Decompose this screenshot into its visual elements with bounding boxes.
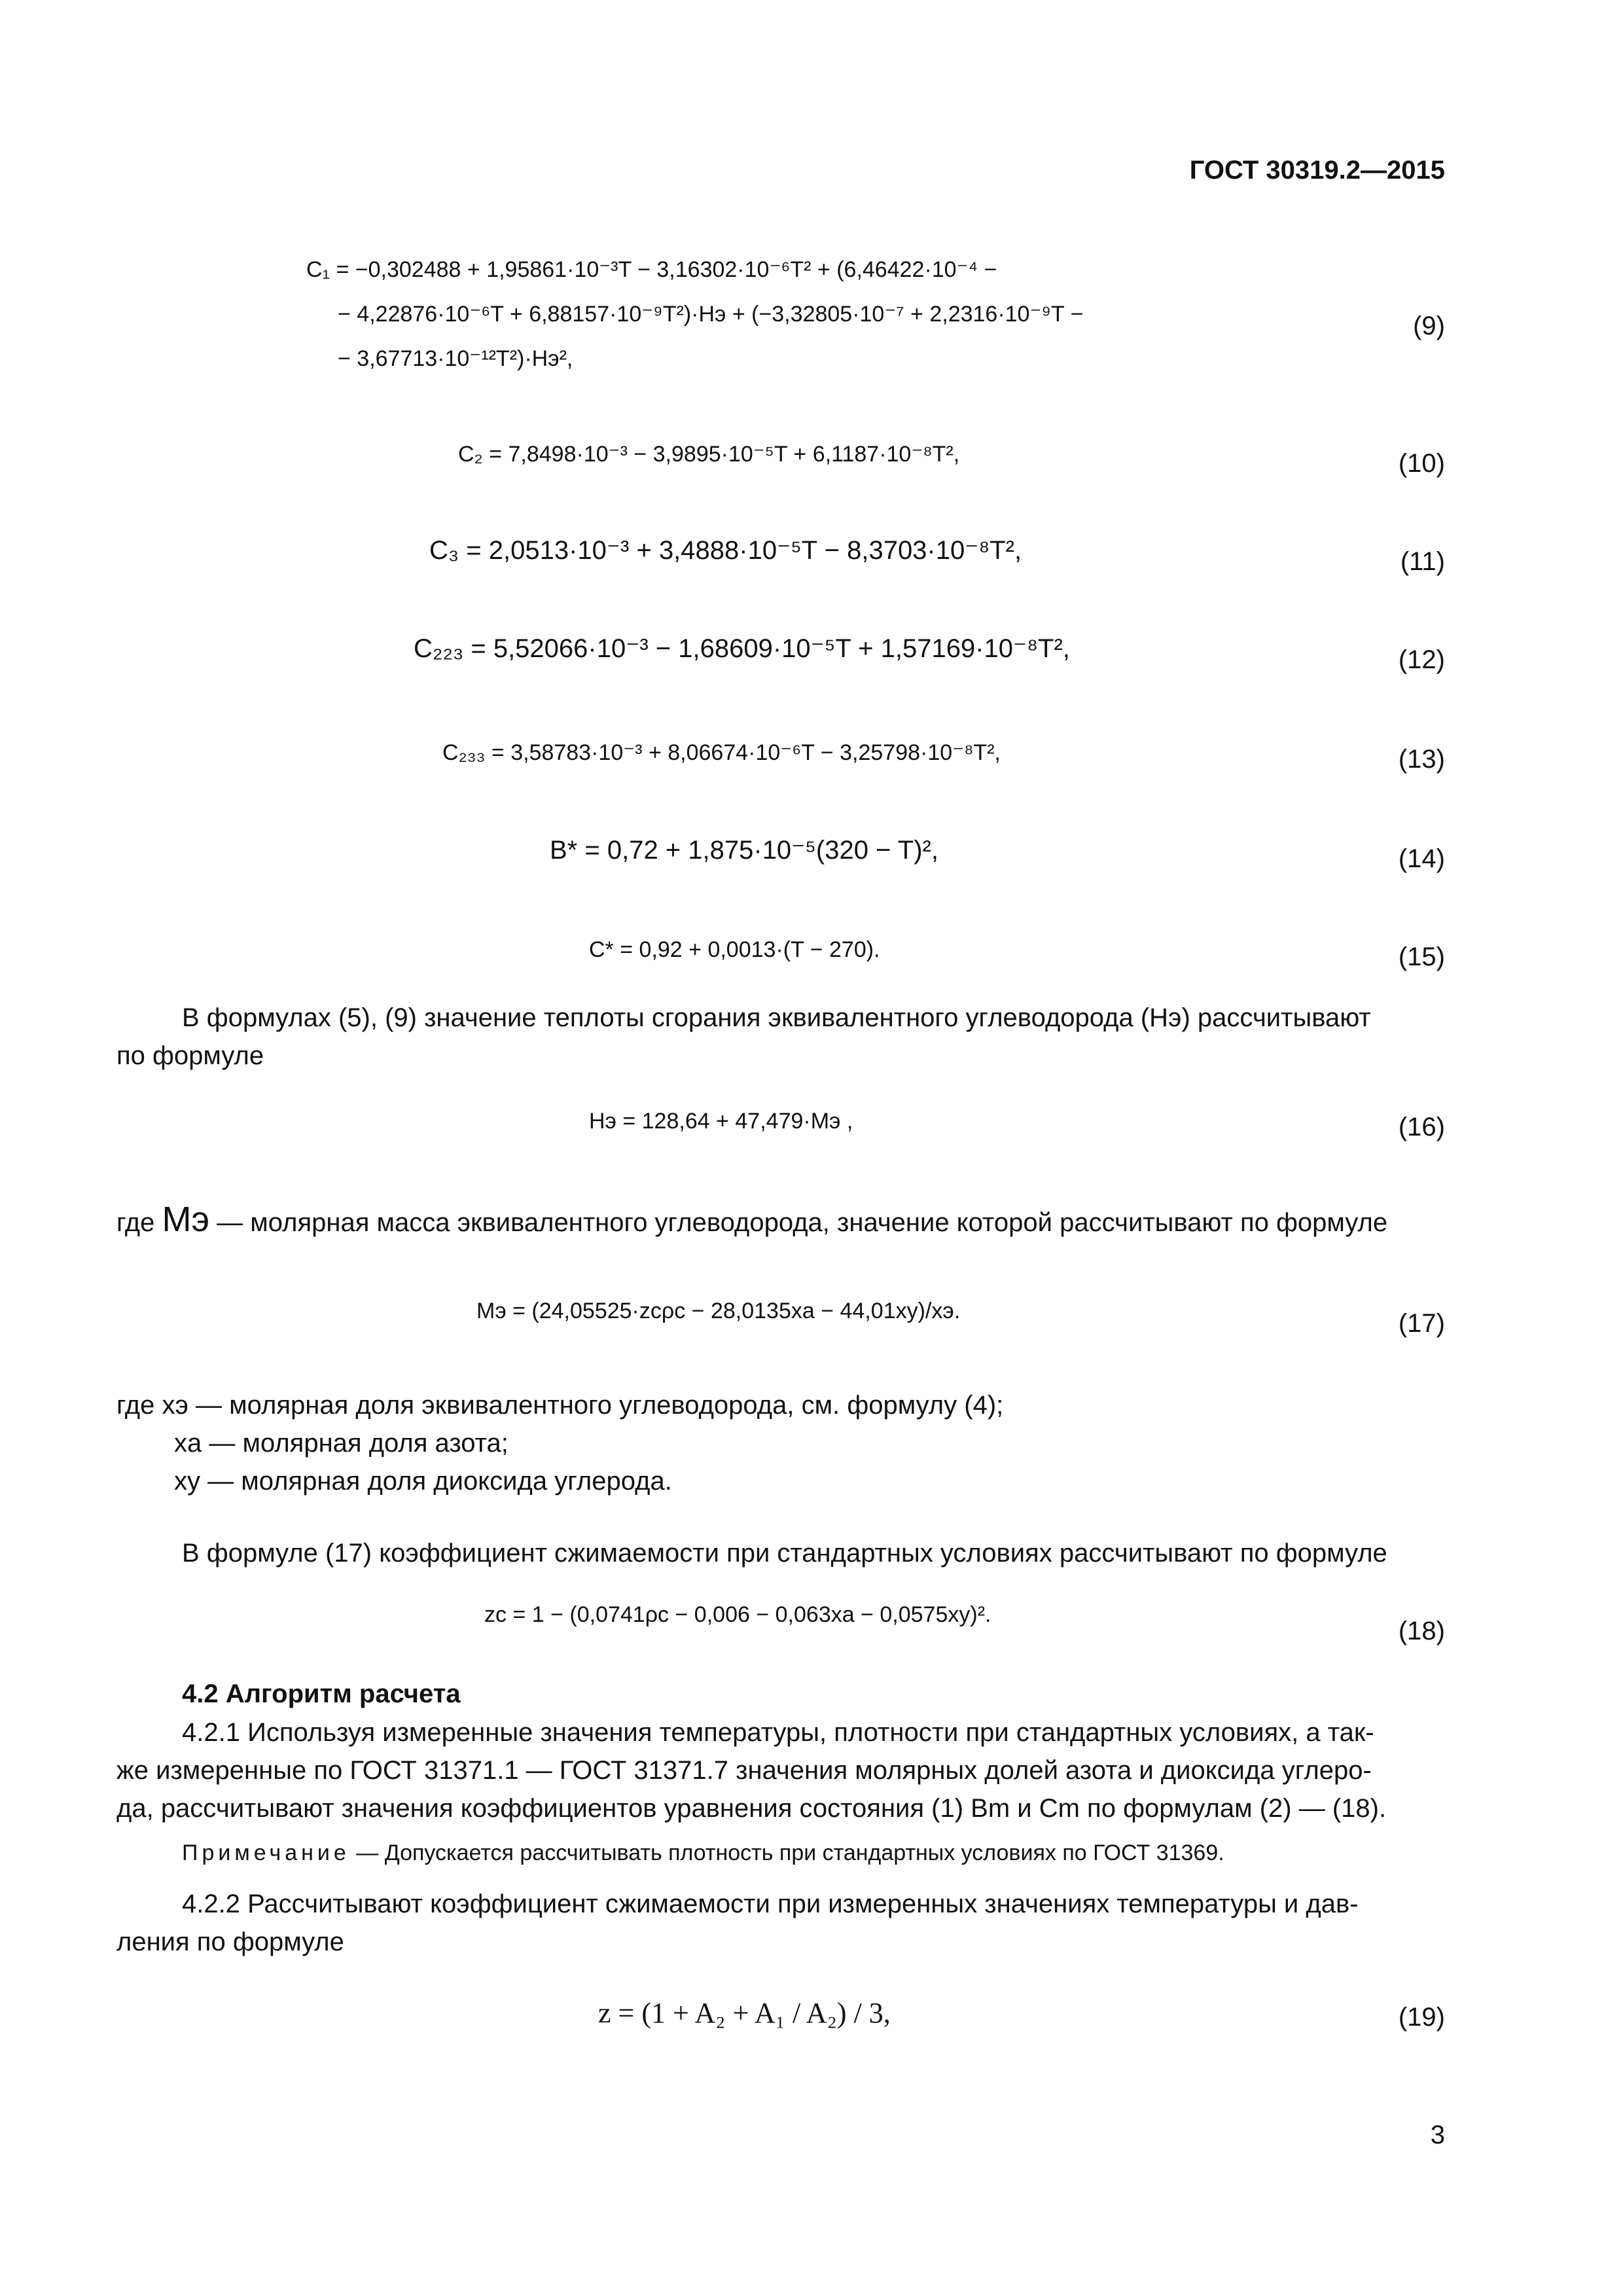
where-molar-mass-text: — молярная масса эквивалентного углеводорода, значение которой рассчитывают по формуле	[209, 1208, 1388, 1237]
section-heading: 4.2 Алгоритм расчета	[182, 1679, 461, 1708]
document-header: ГОСТ 30319.2—2015	[1189, 156, 1445, 185]
where-prefix: где	[116, 1208, 162, 1237]
formula-19: z = (1 + A₂ + A₁ / A₂) / 3,	[598, 1997, 891, 2029]
note-label: Примечание	[182, 1840, 350, 1865]
formula-18: zc = 1 − (0,0741ρc − 0,006 − 0,063xa − 0,0575xy)².	[484, 1602, 991, 1627]
formula-17: Mэ = (24,05525·zcρc − 28,0135xa − 44,01xy)/xэ.	[476, 1299, 961, 1323]
formula-10: C₂ = 7,8498·10⁻³ − 3,9895·10⁻⁵T + 6,1187·10⁻⁸T²,	[458, 442, 960, 467]
formula-15-number: (15)	[1398, 942, 1445, 971]
formula-17-number: (17)	[1398, 1309, 1445, 1338]
formula-13-number: (13)	[1398, 745, 1445, 774]
where-x-equivalent: где xэ — молярная доля эквивалентного углеводорода, см. формулу (4);	[116, 1391, 1004, 1420]
where-molar-mass	[116, 1200, 1387, 1242]
formula-11: C₃ = 2,0513·10⁻³ + 3,4888·10⁻⁵T − 8,3703·10⁻⁸T²,	[429, 536, 1022, 565]
formula-11-number: (11)	[1400, 547, 1445, 576]
paragraph-4-2-1-line-3: да, рассчитывают значения коэффициентов уравнения состояния (1) Bm и Cm по формулам (2) — (18).	[116, 1794, 1387, 1823]
formula-10-number: (10)	[1398, 449, 1445, 478]
formula-18-number: (18)	[1398, 1617, 1445, 1645]
formula-16-number: (16)	[1398, 1113, 1445, 1141]
formula-12-number: (12)	[1398, 645, 1445, 674]
paragraph-compressibility: В формуле (17) коэффициент сжимаемости при стандартных условиях рассчитывают по формуле	[182, 1539, 1387, 1568]
molar-mass-symbol: Mэ	[162, 1200, 210, 1239]
formula-19-number: (19)	[1398, 2003, 1445, 2032]
where-x-nitrogen: xa — молярная доля азота;	[174, 1429, 508, 1458]
formula-9-line-1: C₁ = −0,302488 + 1,95861·10⁻³T − 3,16302·10⁻⁶T² + (6,46422·10⁻⁴ −	[306, 257, 997, 282]
formula-14-number: (14)	[1398, 844, 1445, 873]
formula-9-number: (9)	[1413, 312, 1445, 340]
formula-13: C₂₃₃ = 3,58783·10⁻³ + 8,06674·10⁻⁶T − 3,25798·10⁻⁸T²,	[442, 740, 1001, 765]
paragraph-4-2-1-line-2: же измеренные по ГОСТ 31371.1 — ГОСТ 31371.7 значения молярных долей азота и диоксида углеро-	[116, 1756, 1372, 1785]
formula-14: B* = 0,72 + 1,875·10⁻⁵(320 − T)²,	[550, 836, 938, 865]
formula-16: Hэ = 128,64 + 47,479·Mэ ,	[589, 1109, 853, 1134]
note	[182, 1840, 1224, 1866]
paragraph-4-2-2-line-2: ления по формуле	[116, 1928, 344, 1956]
page-number: 3	[1430, 2121, 1445, 2149]
note-text: — Допускается рассчитывать плотность при стандартных условиях по ГОСТ 31369.	[349, 1840, 1224, 1865]
formula-12: C₂₂₃ = 5,52066·10⁻³ − 1,68609·10⁻⁵T + 1,57169·10⁻⁸T²,	[414, 634, 1070, 663]
where-x-carbon-dioxide: xy — молярная доля диоксида углерода.	[174, 1467, 672, 1496]
formula-9-line-3: − 3,67713·10⁻¹²T²)·Hэ²,	[338, 346, 573, 371]
formula-9-line-2: − 4,22876·10⁻⁶T + 6,88157·10⁻⁹T²)·Hэ + (−3,32805·10⁻⁷ + 2,2316·10⁻⁹T −	[338, 302, 1084, 327]
paragraph-heat-line-2: по формуле	[116, 1041, 264, 1070]
paragraph-heat-line-1: В формулах (5), (9) значение теплоты сгорания эквивалентного углеводорода (Hэ) рассчитывают	[182, 1003, 1371, 1032]
paragraph-4-2-1-line-1: 4.2.1 Используя измеренные значения температуры, плотности при стандартных условиях, а так-	[182, 1718, 1374, 1747]
formula-15: C* = 0,92 + 0,0013·(T − 270).	[589, 937, 880, 962]
paragraph-4-2-2-line-1: 4.2.2 Рассчитывают коэффициент сжимаемости при измеренных значениях температуры и дав-	[182, 1890, 1359, 1918]
